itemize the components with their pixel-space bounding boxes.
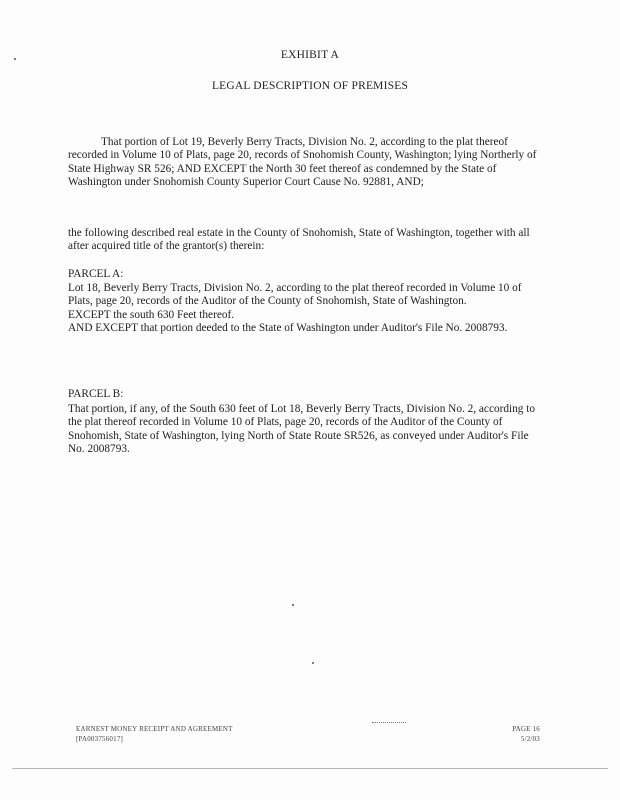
exhibit-subtitle: LEGAL DESCRIPTION OF PREMISES	[211, 80, 409, 92]
footer-right	[500, 724, 540, 744]
parcel-b-heading: PARCEL B:	[68, 388, 124, 400]
footer-scan-mark	[372, 722, 406, 724]
parcel-a-heading: PARCEL A:	[68, 268, 124, 280]
scan-speck	[312, 662, 314, 664]
legal-paragraph-2: the following described real estate in the County of Snohomish, State of Washington, together with all after acquired title of the grantor(s) therein:	[68, 227, 530, 253]
footer-date: 5/2/03	[520, 735, 540, 743]
parcel-a-body	[68, 282, 538, 335]
parcel-a-line2: EXCEPT the south 630 Feet thereof.	[68, 308, 235, 321]
footer-page-number: PAGE 16	[512, 725, 540, 733]
scan-edge-line	[12, 768, 608, 769]
footer-left	[76, 724, 233, 744]
scan-speck	[14, 58, 16, 60]
footer-doc-id: [PA003756017]	[76, 735, 124, 743]
scan-speck	[292, 604, 294, 606]
footer-doc-title: EARNEST MONEY RECEIPT AND AGREEMENT	[76, 725, 233, 733]
parcel-b-body: That portion, if any, of the South 630 feet of Lot 18, Beverly Berry Tracts, Division No. 2, according to the plat thereof recorded in Volume 10 of Plats, page 20, records of the Auditor of the County of Snohomish, State of Washington, lying North of State Route SR526, as conveyed under Auditor's File No. 2008793.	[68, 403, 536, 455]
exhibit-title: EXHIBIT A	[280, 49, 340, 61]
parcel-a-line3: AND EXCEPT that portion deeded to the State of Washington under Auditor's File No. 2008793.	[68, 321, 508, 334]
parcel-a-line1: Lot 18, Beverly Berry Tracts, Division No. 2, according to the plat thereof recorded in Volume 10 of Plats, page 20, records of the Auditor of the County of Snohomish, State of Washington.	[68, 282, 522, 308]
legal-paragraph-1: That portion of Lot 19, Beverly Berry Tracts, Division No. 2, according to the plat thereof recorded in Volume 10 of Plats, page 20, records of Snohomish County, Washington; lying Northerly of State Highway SR 526; AND EXCEPT the North 30 feet thereof as condemned by the State of Washington under Snohomish County Superior Court Cause No. 92881, AND;	[68, 136, 537, 188]
